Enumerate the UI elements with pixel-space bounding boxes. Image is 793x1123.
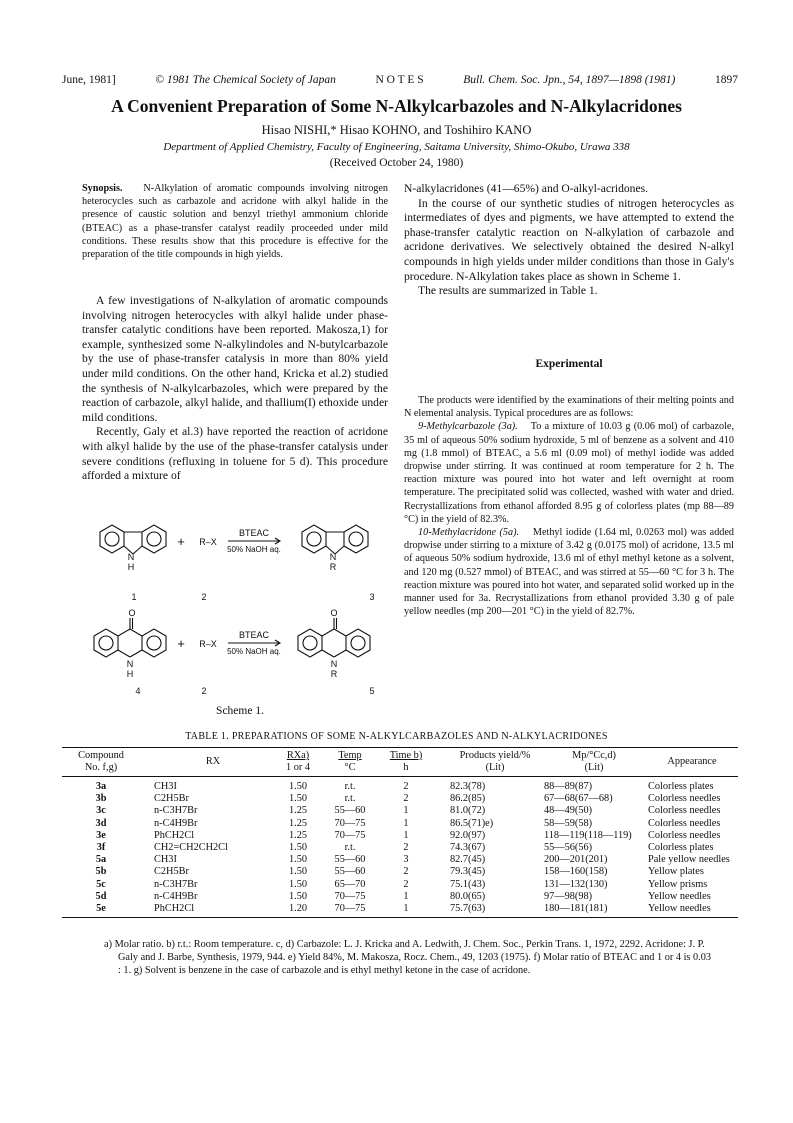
- table-cell-cmp: 3f: [96, 842, 106, 854]
- table-cell-cmp: 5e: [62, 903, 140, 918]
- table-cell-rx: n-C4H9Br: [154, 890, 198, 902]
- atom-h: H: [127, 562, 135, 572]
- table-cell-time: 1: [403, 805, 409, 817]
- atom-n: N: [330, 659, 338, 669]
- carbazole-structure: [100, 525, 166, 554]
- table-cell-ratio: 1.50: [288, 878, 308, 890]
- table-cell-rx: n-C4H9Br: [154, 817, 198, 829]
- table-cell-time: 2: [403, 781, 409, 792]
- table-cell-ratio: 1.25: [288, 805, 308, 817]
- table-row: [62, 866, 738, 878]
- table-cell-yield: 92.0(97): [450, 829, 486, 841]
- table-row: [62, 830, 738, 842]
- scheme-drawing: [82, 512, 388, 722]
- header-date: June, 1981]: [62, 74, 116, 86]
- table-cell-temp: 65—70: [334, 878, 366, 890]
- compound-label-5: 5: [369, 686, 375, 696]
- table-cell-time: 1: [378, 903, 434, 918]
- table-cell-ratio: 1.25: [288, 817, 308, 829]
- atom-r: R: [330, 669, 338, 679]
- table-cell-time: 2: [403, 878, 409, 890]
- paper-title: A Convenient Preparation of Some N-Alkylcarbazoles and N-Alkylacridones: [111, 96, 682, 116]
- table-cell-ratio: 1.20: [274, 903, 322, 918]
- table-cell-rx: CH3I: [154, 854, 177, 866]
- table-cell-app: Colorless needles: [648, 805, 721, 817]
- synopsis-text: N-Alkylation of aromatic compounds involving nitrogen heterocycles such as carbazole and acridone with alkyl halide in the presence of caustic solution and benzyl triethyl ammonium chloride (BTEAC) as a phase-transfer catalyst readily proceeded under mild conditions. These results show that this procedure is effective for the preparation of the title compounds in high yields.: [82, 183, 388, 261]
- table-cell-rx: n-C3H7Br: [154, 878, 198, 890]
- procedure-1: 9-Methylcarbazole (3a). To a mixture of 10.03 g (0.06 mol) of carbazole, 35 ml of aqueous 50% sodium hydroxide, 5 ml of benzene as a solvent and 410 mg (1.8 mmol) of BTEAC, a 5.6 ml (0.09 mol) of methyl iodide was added dropwise under stirring. It was continued at room temperature for 2 h. The reaction mixture was poured into hot water and left overnight at room temperature. The precipitated solid was collected, washed with water and dried. Recrystallizations from ethanol afforded 8.95 g of colorless plates (mp 88—89 °C) in the yield of 82.3%.: [404, 421, 734, 525]
- compound-label-4: 4: [135, 686, 141, 696]
- table-row: [62, 805, 738, 817]
- table-cell-mp: 180—181(181): [542, 903, 646, 918]
- table-cell-rx: CH3I: [154, 781, 177, 792]
- table-cell-cmp: 3a: [95, 781, 107, 792]
- table-cell-mp: 97—98(98): [544, 890, 593, 902]
- table-cell-mp: 88—89(87): [544, 781, 593, 792]
- experimental-heading: Experimental: [535, 358, 603, 370]
- table-row: [62, 818, 738, 830]
- compound-label-1: 1: [131, 592, 137, 602]
- department: Department of Applied Chemistry, Faculty of Engineering, Saitama University, Shimo-Okubo, Urawa 338: [163, 141, 630, 153]
- table-cell-yield: 82.7(45): [450, 854, 486, 866]
- col-appearance: Appearance: [667, 756, 717, 767]
- atom-o: O: [330, 608, 338, 618]
- table-cell-yield: 75.1(43): [450, 878, 486, 890]
- results-table: [62, 747, 738, 918]
- catalyst-label: BTEAC: [238, 630, 270, 640]
- table-cell-mp: 158—160(158): [544, 866, 608, 878]
- table-cell-app: Colorless needles: [648, 817, 721, 829]
- authors: Hisao NISHI,* Hisao KOHNO, and Toshihiro KANO: [261, 123, 532, 137]
- table-cell-cmp: 5c: [96, 878, 106, 890]
- synopsis-label: Synopsis.: [82, 183, 123, 194]
- header-page-number: 1897: [714, 74, 738, 86]
- table-row: [62, 842, 738, 854]
- table-cell-app: Yellow plates: [648, 866, 704, 878]
- table-caption: TABLE 1. PREPARATIONS OF SOME N-ALKYLCARBAZOLES AND N-ALKYLACRIDONES: [185, 731, 608, 742]
- table-cell-app: Yellow prisms: [648, 878, 708, 890]
- atom-r: R: [329, 562, 337, 572]
- table-row: [62, 903, 738, 918]
- table-cell-temp: 70—75: [322, 903, 378, 918]
- table-cell-mp: 48—49(50): [544, 805, 593, 817]
- table-cell-ratio: 1.50: [288, 842, 308, 854]
- received-date: (Received October 24, 1980): [329, 157, 464, 169]
- conditions-label: 50% NaOH aq.: [227, 647, 281, 656]
- table-cell-yield: 74.3(67): [450, 842, 486, 854]
- table-cell-temp: 70—75: [334, 817, 366, 829]
- table-cell-rx: C2H5Br: [154, 866, 189, 878]
- table-cell-app: Colorless plates: [648, 842, 714, 854]
- table-cell-temp: 70—75: [334, 890, 366, 902]
- table-cell-time: 2: [403, 793, 409, 805]
- table-cell-mp: 118—119(118—119): [544, 829, 632, 841]
- table-cell-time: 3: [403, 854, 409, 866]
- scheme-caption: Scheme 1.: [216, 705, 264, 717]
- table-cell-rx: n-C3H7Br: [154, 805, 198, 817]
- paragraph: Recently, Galy et al.3) have reported the reaction of acridone with alkyl halide by the use of the phase-transfer catalysis under severe conditions (refluxing in toluene for 5 d). This procedure afforded a mixture of: [82, 425, 388, 483]
- table-cell-rx: C2H5Br: [154, 793, 189, 805]
- table-cell-yield: 82.3(78): [450, 781, 486, 792]
- table-notes: [104, 938, 714, 978]
- table-cell-rx: PhCH2Cl: [140, 903, 274, 918]
- table-cell-mp: 58—59(58): [544, 817, 593, 829]
- table-cell-time: 2: [403, 866, 409, 878]
- table-cell-yield: 86.5(71)e): [450, 817, 494, 829]
- table-cell-rx: PhCH2Cl: [154, 829, 195, 841]
- table-cell-ratio: 1.50: [288, 866, 308, 878]
- conditions-label: 50% NaOH aq.: [227, 545, 281, 554]
- table-cell-cmp: 5b: [95, 866, 107, 878]
- table-cell-cmp: 5d: [95, 890, 107, 902]
- intro-text: [82, 294, 388, 484]
- table-cell-yield: 80.0(65): [450, 890, 486, 902]
- table-cell-temp: 55—60: [334, 854, 366, 866]
- table-cell-ratio: 1.50: [288, 781, 308, 792]
- table-cell-yield: 75.7(63): [434, 903, 542, 918]
- header-citation: Bull. Chem. Soc. Jpn., 54, 1897—1898 (1981): [463, 74, 676, 86]
- paragraph: In the course of our synthetic studies of nitrogen heterocycles as intermediates of dyes and pigments, we have attempted to extend the phase-transfer catalytic reaction on N-alkylation of carbazole and acridone derivatives. We selectively obtained the desired N-alkyl compounds in high yields under milder conditions than those in Galy's procedure. N-Alkylation takes place as shown in Scheme 1.: [404, 196, 734, 283]
- table-cell-cmp: 3e: [96, 829, 106, 841]
- table-cell-app: Colorless plates: [648, 781, 714, 792]
- table-cell-time: 1: [403, 829, 409, 841]
- alkylacridone-structure: [298, 618, 370, 657]
- atom-n: N: [127, 552, 135, 562]
- table-cell-mp: 131—132(130): [544, 878, 608, 890]
- table-cell-cmp: 3b: [95, 793, 107, 805]
- plus-sign: +: [177, 534, 185, 549]
- table-cell-app: Pale yellow needles: [648, 854, 730, 866]
- atom-n: N: [329, 552, 337, 562]
- header-copyright: © 1981 The Chemical Society of Japan: [155, 74, 336, 86]
- running-header: [62, 74, 738, 86]
- table-cell-ratio: 1.50: [288, 793, 308, 805]
- table-cell-yield: 86.2(85): [450, 793, 486, 805]
- table-cell-ratio: 1.25: [288, 829, 308, 841]
- col-ratio: RXa): [286, 750, 310, 761]
- table-cell-yield: 81.0(72): [450, 805, 486, 817]
- experimental-section: [404, 357, 734, 372]
- synopsis: [82, 182, 388, 261]
- scheme-1: [82, 512, 388, 722]
- table-cell-ratio: 1.50: [288, 854, 308, 866]
- table-cell-app: Yellow needles: [648, 890, 711, 902]
- reagent-rx: R–X: [199, 537, 217, 547]
- table-cell-cmp: 3c: [96, 805, 106, 817]
- table-cell-app: Colorless needles: [648, 793, 721, 805]
- acridone-structure: [94, 618, 166, 657]
- experimental-body: [404, 394, 734, 618]
- table-cell-temp: 70—75: [334, 829, 366, 841]
- paragraph: N-alkylacridones (41—65%) and O-alkyl-acridones.: [404, 182, 649, 195]
- table-cell-ratio: 1.50: [288, 890, 308, 902]
- footnote: a) Molar ratio. b) r.t.: Room temperature. c, d) Carbazole: L. J. Kricka and A. Ledwith, J. Chem. Soc., Perkin Trans. 1, 1972, 2292. Acridone: J. P. Galy and J. Barbe, Synthesis, 1979, 944. e) Yield 84%, M. Makosza, Rocz. Chem., 49, 1203 (1975). f) Molar ratio of BTEAC and 1 or 4 is 0.03 : 1. g) Solvent is benzene in the case of carbazole and is ethyl methyl ketone in the case of acridone.: [104, 939, 712, 977]
- atom-h: H: [126, 669, 134, 679]
- table-cell-time: 1: [403, 890, 409, 902]
- col-compound: Compound: [78, 750, 124, 761]
- procedure-1-title: 9-Methylcarbazole (3a).: [418, 421, 518, 433]
- table-header-row: Compound No. f,g) RX RXa) 1 or 4 Temp °C Time b) h Products yield/% (Lit) Mp/°Cc,d) (Lit) Appearance: [62, 748, 738, 777]
- reagent-rx: R–X: [199, 639, 217, 649]
- table-cell-mp: 200—201(201): [544, 854, 608, 866]
- col-mp: Mp/°Cc,d): [572, 750, 616, 761]
- col-yield: Products yield/%: [459, 750, 531, 761]
- table-cell-time: 2: [403, 842, 409, 854]
- table-cell-temp: 55—60: [334, 866, 366, 878]
- paragraph: A few investigations of N-alkylation of aromatic compounds involving nitrogen heterocycles with alkyl halide under phase-transfer catalytic conditions have been reported. Makosza,1) for example, synthesized some N-alkylindoles and N-butylcarbazole by the use of phase-transfer catalysis in more than 80% yield under mild conditions. On the other hand, Kricka et al.2) studied the synthesis of N-alkylcarbazoles, which were prepared by the reaction of carbazole, alkyl halide, and thallium(I) ethoxide under mild conditions.: [82, 294, 388, 424]
- table-cell-mp: 55—56(56): [544, 842, 593, 854]
- catalyst-label: BTEAC: [238, 528, 270, 538]
- table-row: [62, 879, 738, 891]
- procedure-2-title: 10-Methylacridone (5a).: [418, 527, 520, 539]
- table-cell-cmp: 3d: [95, 817, 107, 829]
- table-cell-temp: r.t.: [344, 781, 356, 792]
- table-cell-app: Colorless needles: [648, 829, 721, 841]
- col-time: Time b): [389, 750, 423, 761]
- table-cell-rx: CH2=CH2CH2Cl: [154, 842, 228, 854]
- table-cell-temp: 55—60: [334, 805, 366, 817]
- atom-n: N: [126, 659, 134, 669]
- compound-label-3: 3: [369, 592, 375, 602]
- experimental-intro: The products were identified by the examinations of their melting points and N elemental analysis. Typical procedures are as follows:: [404, 395, 734, 420]
- plus-sign: +: [177, 636, 185, 651]
- compound-label-2: 2: [201, 686, 207, 696]
- alkylcarbazole-structure: [302, 525, 368, 554]
- table-cell-yield: 79.3(45): [450, 866, 486, 878]
- table-row: [62, 793, 738, 805]
- table-row: [62, 777, 738, 794]
- paragraph: The results are summarized in Table 1.: [418, 284, 598, 298]
- table-cell-mp: 67—68(67—68): [544, 793, 613, 805]
- table-cell-temp: r.t.: [344, 842, 356, 854]
- table-cell-cmp: 5a: [95, 854, 107, 866]
- table-row: [62, 891, 738, 903]
- table-cell-app: Yellow needles: [646, 903, 738, 918]
- procedure-2: 10-Methylacridone (5a). Methyl iodide (1.64 ml, 0.0263 mol) was added dropwise under stirring to a mixture of 3.42 g (0.0175 mol) of acridone, 13.5 ml of aqueous 50% sodium hydroxide, 13.6 ml of ethyl methyl ketone as a solvent, and 120 mg (0.527 mmol) of BTEAC, and was stirred at 55—60 °C for 3 h. The reaction mixture was poured into hot water, and separated solid worked up in the manner used for 3a. Recrystallizations from ethanol provided 3.30 g of pale yellow needles (mp 200—201 °C) in the yield of 82.7%.: [404, 527, 734, 618]
- compound-label-2: 2: [201, 592, 207, 602]
- table-cell-time: 1: [403, 817, 409, 829]
- atom-o: O: [128, 608, 136, 618]
- table-row: [62, 854, 738, 866]
- header-section: N O T E S: [375, 74, 424, 86]
- right-column: [404, 182, 734, 299]
- col-rx: RX: [205, 756, 221, 767]
- col-temp: Temp: [338, 750, 362, 761]
- table-cell-temp: r.t.: [344, 793, 356, 805]
